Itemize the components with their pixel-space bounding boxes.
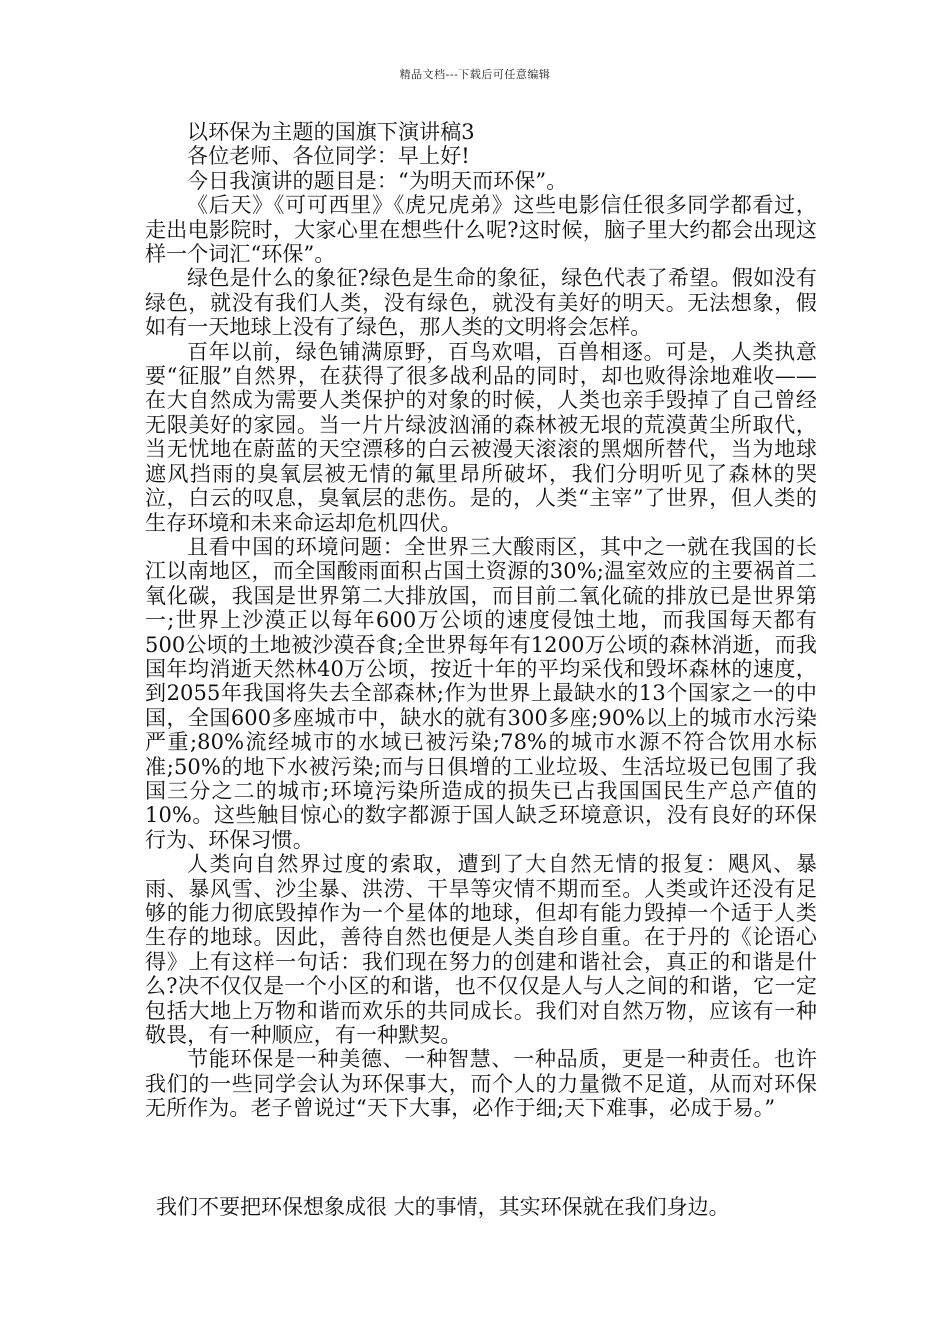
page-header: 精品文档---下载后可任意编辑	[399, 68, 551, 81]
greeting: 各位老师、各位同学：早上好!	[187, 144, 470, 169]
intro-line: 今日我演讲的题目是：“为明天而环保”。	[187, 168, 568, 193]
paragraph-2: 绿色是什么的象征?绿色是生命的象征，绿色代表了希望。假如没有绿色，就没有我们人类，没有绿色，就没有美好的明天。无法想象，假如有一天地球上没有了绿色，那人类的文明将会怎样。	[145, 266, 817, 340]
paragraph-6: 节能环保是一种美德、一种智慧、一种品质，更是一种责任。也许我们的一些同学会认为环保事大，而个人的力量微不足道，从而对环保无所作为。老子曾说过“天下大事，必作于细;天下难事，必成于易。”	[145, 1047, 817, 1121]
closing-line: 我们不要把环保想象成很 大的事情，其实环保就在我们身边。	[156, 1195, 730, 1219]
paragraph-5: 人类向自然界过度的索取，遭到了大自然无情的报复：飓风、暴雨、暴风雪、沙尘暴、洪涝、干旱等灾情不期而至。人类或许还没有足够的能力彻底毁掉作为一个星体的地球，但却有能力毁掉一个适于人类生存的地球。因此，善待自然也便是人类自珍自重。在于丹的《论语心得》上有这样一句话：我们现在努力的创建和谐社会，真正的和谐是什么?决不仅仅是一个小区的和谐，也不仅仅是人与人之间的和谐，它一定包括大地上万物和谐而欢乐的共同成长。我们对自然万物，应该有一种敬畏，有一种顺应，有一种默契。	[145, 852, 817, 1048]
document-body	[145, 120, 817, 1121]
paragraph-3: 百年以前，绿色铺满原野，百鸟欢唱，百兽相逐。可是，人类执意要“征服”自然界，在获得了很多战利品的同时，却也败得涂地难收——在大自然成为需要人类保护的对象的时候，人类也亲手毁掉了自己曾经无限美好的家园。当一片片绿波汹涌的森林被无垠的荒漠黄尘所取代，当无忧地在蔚蓝的天空漂移的白云被漫天滚滚的黑烟所替代，当为地球遮风挡雨的臭氧层被无情的氟里昂所破坏，我们分明听见了森林的哭泣，白云的叹息，臭氧层的悲伤。是的，人类“主宰”了世界，但人类的生存环境和未来命运却危机四伏。	[145, 339, 817, 535]
document-title: 以环保为主题的国旗下演讲稿3	[187, 120, 475, 144]
paragraph-1: 《后天》《可可西里》《虎兄虎弟》这些电影信任很多同学都看过，走出电影院时，大家心里在想些什么呢?这时候，脑子里大约都会出现这样一个词汇“环保”。	[145, 193, 817, 267]
paragraph-4: 且看中国的环境问题：全世界三大酸雨区，其中之一就在我国的长江以南地区，而全国酸雨面积占国土资源的30%;温室效应的主要祸首二氧化碳，我国是世界第二大排放国，而目前二氧化硫的排放已是世界第一;世界上沙漠正以每年600万公顷的速度侵蚀土地，而我国每天都有500公顷的土地被沙漠吞食;全世界每年有1200万公顷的森林消逝，而我国年均消逝天然林40万公顷，按近十年的平均采伐和毁坏森林的速度，到2055年我国将失去全部森林;作为世界上最缺水的13个国家之一的中国，全国600多座城市中，缺水的就有300多座;90%以上的城市水污染严重;80%流经城市的水域已被污染;78%的城市水源不符合饮用水标准;50%的地下水被污染;而与日俱增的工业垃圾、生活垃圾已包围了我国三分之二的城市;环境污染所造成的损失已占我国国民生产总产值的10%。这些触目惊心的数字都源于国人缺乏环境意识，没有良好的环保行为、环保习惯。	[145, 534, 817, 852]
